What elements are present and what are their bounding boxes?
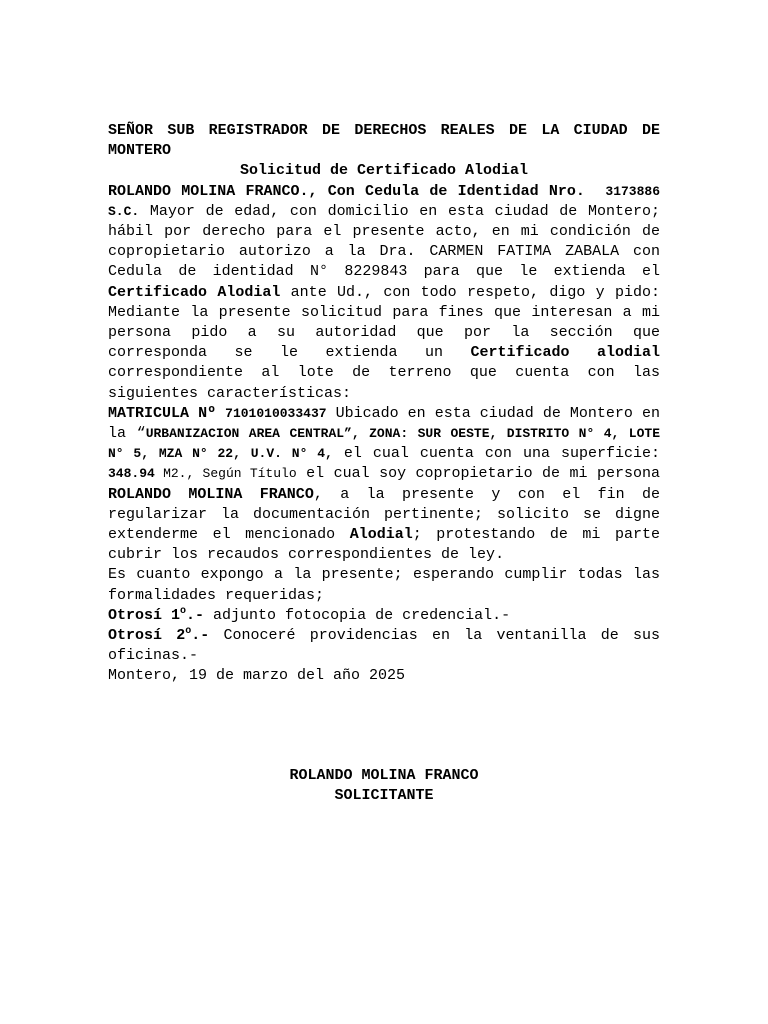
applicant-ci: 3173886 S.C.: [108, 183, 660, 219]
property-text-2: el cual cuenta con una superficie:: [332, 445, 660, 463]
matricula-label: MATRICULA Nº: [108, 404, 217, 422]
otrosi-2-text: Conoceré providencias en la ventanilla de sus oficinas.-: [108, 627, 660, 665]
applicant-name: ROLANDO MOLINA FRANCO., Con Cedula de Identidad Nro.: [108, 182, 585, 200]
property-area: 348.94: [108, 466, 155, 482]
otrosi-2-label: Otrosí 2$^o$.-: [108, 626, 210, 645]
document-title: Solicitud de Certificado Alodial: [239, 162, 529, 180]
signature-name: ROLANDO MOLINA FRANCO: [289, 767, 479, 784]
request-text-3: correspondiente al lote de terreno que cuenta con las siguientes características:: [108, 364, 660, 402]
property-text-4: , a la presente y con el fin de regularizar la documentación pertinente; solicito se digne extenderme el mencionado: [108, 485, 661, 544]
otrosi-1: [108, 606, 660, 626]
alodial-term: Alodial: [349, 526, 413, 544]
property-area-units: M2., Según Título: [154, 466, 297, 482]
owner-name: ROLANDO MOLINA FRANCO: [108, 485, 314, 503]
request-text-2: ante Ud., con todo respeto, digo y pido: Mediante la presente solicitud para fines que interesan a mi persona pido a su autoridad que por la sección que corresponda se le extienda un: [108, 283, 661, 362]
signature-role: SOLICITANTE: [334, 787, 434, 804]
addressee-heading: SEÑOR SUB REGISTRADOR DE DERECHOS REALES DE LA CIUDAD DE MONTERO: [108, 122, 660, 160]
otrosi-2: [108, 626, 660, 666]
matricula-number: 7101010033437: [225, 405, 327, 421]
property-text-1: Ubicado en esta ciudad de Montero en la “: [108, 404, 660, 443]
document-date: Montero, 19 de marzo del año 2025: [108, 667, 406, 685]
request-text-1: Mayor de edad, con domicilio en esta ciudad de Montero; hábil por derecho para el presente acto, en mi condición de copropietario autorizo a la Dra. CARMEN FATIMA ZABALA con Cedula de identidad N° 8229843 para que le extienda el: [108, 202, 660, 281]
paragraph-property: [108, 404, 660, 566]
property-text-5: ; protestando de mi parte cubrir los recaudos correspondientes de ley.: [108, 526, 660, 564]
property-text-3: el cual soy copropietario de mi persona: [296, 465, 660, 483]
paragraph-closing: Es cuanto expongo a la presente; esperando cumplir todas las formalidades requeridas;: [108, 566, 660, 604]
property-location: URBANIZACION AREA CENTRAL”, ZONA: SUR OESTE, DISTRITO N° 4, LOTE N° 5, MZA N° 22, U.V. N° 4,: [108, 426, 661, 462]
otrosi-1-label: Otrosí 1$^o$.-: [108, 605, 205, 624]
otrosi-1-text: adjunto fotocopia de credencial.-: [204, 606, 511, 624]
document-body: [108, 121, 660, 687]
certificate-term-2: Certificado alodial: [470, 344, 660, 362]
paragraph-request: [108, 182, 660, 404]
certificate-term-1: Certificado Alodial: [108, 283, 281, 301]
